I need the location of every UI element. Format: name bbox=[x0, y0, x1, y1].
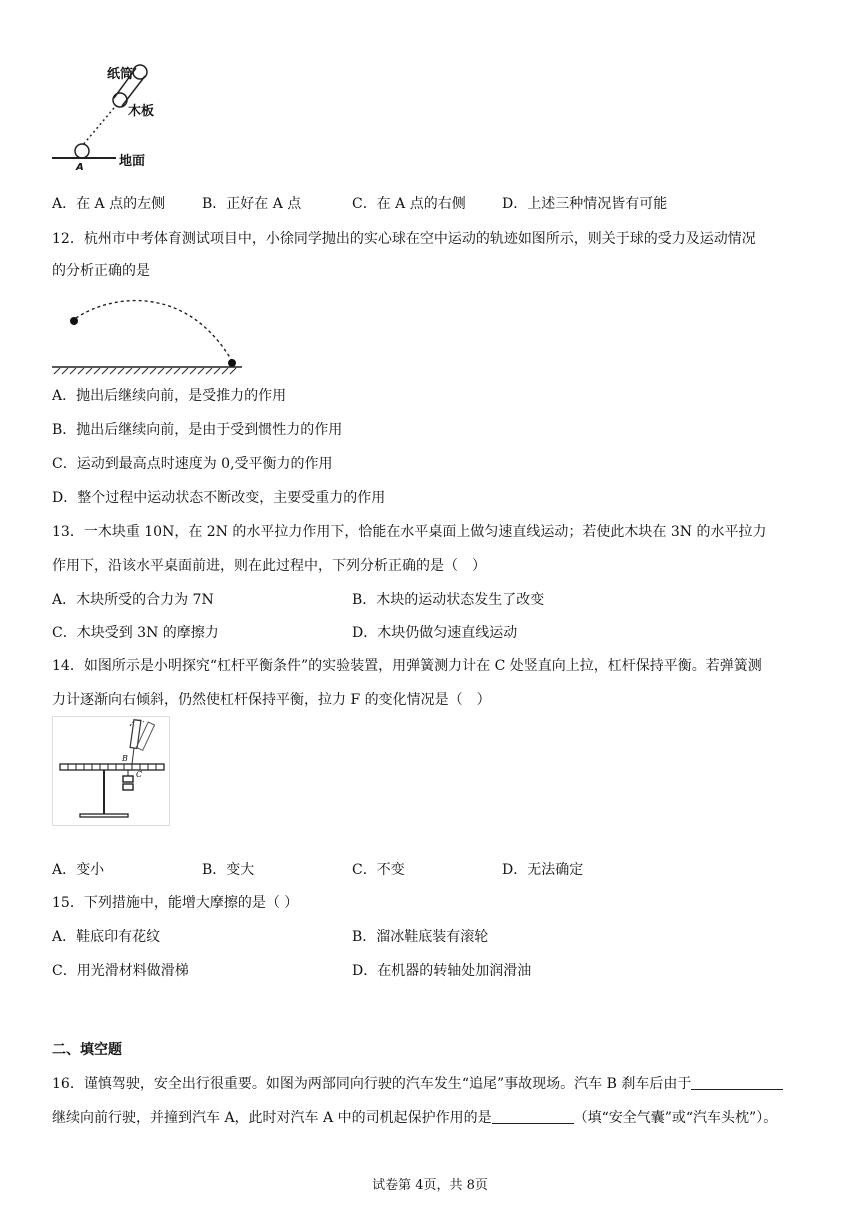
q13-option-d: D．木块仍做匀速直线运动 bbox=[352, 625, 518, 641]
q15-option-c: C．用光滑材料做滑梯 bbox=[52, 963, 189, 979]
q12-stem-line2: 的分析正确的是 bbox=[52, 263, 150, 279]
q15-option-a: A．鞋底印有花纹 bbox=[52, 929, 161, 945]
q11-option-c: C．在 A 点的右侧 bbox=[352, 196, 466, 212]
q11-option-b: B．正好在 A 点 bbox=[202, 196, 302, 212]
q16-line1 bbox=[52, 1074, 783, 1094]
q16-blank-2[interactable] bbox=[492, 1109, 574, 1124]
q14-option-d: D．无法确定 bbox=[502, 862, 584, 878]
q14-option-c: C．不变 bbox=[352, 862, 405, 878]
q11-label-tube: 纸筒 bbox=[107, 67, 134, 82]
q13-stem-line1: 13．一木块重 10N，在 2N 的水平拉力作用下，恰能在水平桌面上做匀速直线运动；若使此木块在 3N 的水平拉力 bbox=[52, 524, 767, 540]
q16-line2-hint: （填“安全气囊”或“汽车头枕”）。 bbox=[573, 1110, 778, 1126]
q12-stem-line1: 12．杭州市中考体育测试项目中，小徐同学抛出的实心球在空中运动的轨迹如图所示，则关于球的受力及运动情况 bbox=[52, 231, 756, 247]
q14-label-c: C bbox=[136, 770, 143, 779]
q12-option-a: A．抛出后继续向前，是受推力的作用 bbox=[52, 388, 287, 404]
q15-option-b: B．溜冰鞋底装有滚轮 bbox=[352, 929, 489, 945]
q13-stem-line2: 作用下，沿该水平桌面前进，则在此过程中，下列分析正确的是（ ） bbox=[52, 558, 486, 574]
q11-option-d: D．上述三种情况皆有可能 bbox=[502, 196, 668, 212]
q11-label-a: A bbox=[76, 162, 84, 173]
q16-line2-text: 继续向前行驶，并撞到汽车 A，此时对汽车 A 中的司机起保护作用的是 bbox=[52, 1110, 492, 1126]
q14-lever-figure bbox=[52, 716, 170, 826]
q16-line2 bbox=[52, 1108, 777, 1128]
q14-option-a: A．变小 bbox=[52, 862, 105, 878]
q16-blank-1[interactable] bbox=[691, 1075, 783, 1090]
q12-option-b: B．抛出后继续向前，是由于受到惯性力的作用 bbox=[52, 422, 343, 438]
q11-label-board: 木板 bbox=[128, 104, 155, 119]
q14-stem-line2: 力计逐渐向右倾斜，仍然使杠杆保持平衡，拉力 F 的变化情况是（ ） bbox=[52, 692, 491, 708]
q11-option-a: A．在 A 点的左侧 bbox=[52, 196, 166, 212]
q13-option-b: B．木块的运动状态发生了改变 bbox=[352, 592, 545, 608]
q15-option-d: D．在机器的转轴处加润滑油 bbox=[352, 963, 532, 979]
q12-option-d: D．整个过程中运动状态不断改变，主要受重力的作用 bbox=[52, 490, 386, 506]
q12-option-c: C．运动到最高点时速度为 0,受平衡力的作用 bbox=[52, 456, 333, 472]
section-title-fill-blank: 二、填空题 bbox=[52, 1042, 122, 1058]
q14-stem-line1: 14．如图所示是小明探究“杠杆平衡条件”的实验装置，用弹簧测力计在 C 处竖直向上拉，杠杆保持平衡。若弹簧测 bbox=[52, 658, 762, 674]
q13-option-c: C．木块受到 3N 的摩擦力 bbox=[52, 625, 219, 641]
q11-label-ground: 地面 bbox=[119, 154, 146, 169]
q15-stem: 15．下列措施中，能增大摩擦的是（ ） bbox=[52, 895, 299, 911]
q14-option-b: B．变大 bbox=[202, 862, 255, 878]
q12-trajectory-figure bbox=[52, 294, 244, 376]
page-footer: 试卷第 4页，共 8页 bbox=[372, 1178, 488, 1193]
q13-option-a: A．木块所受的合力为 7N bbox=[52, 592, 214, 608]
q16-line1-text: 16．谨慎驾驶，安全出行很重要。如图为两部同向行驶的汽车发生“追尾”事故现场。汽车 B 刹车后由于 bbox=[52, 1076, 692, 1092]
q14-label-b: B bbox=[122, 754, 128, 763]
